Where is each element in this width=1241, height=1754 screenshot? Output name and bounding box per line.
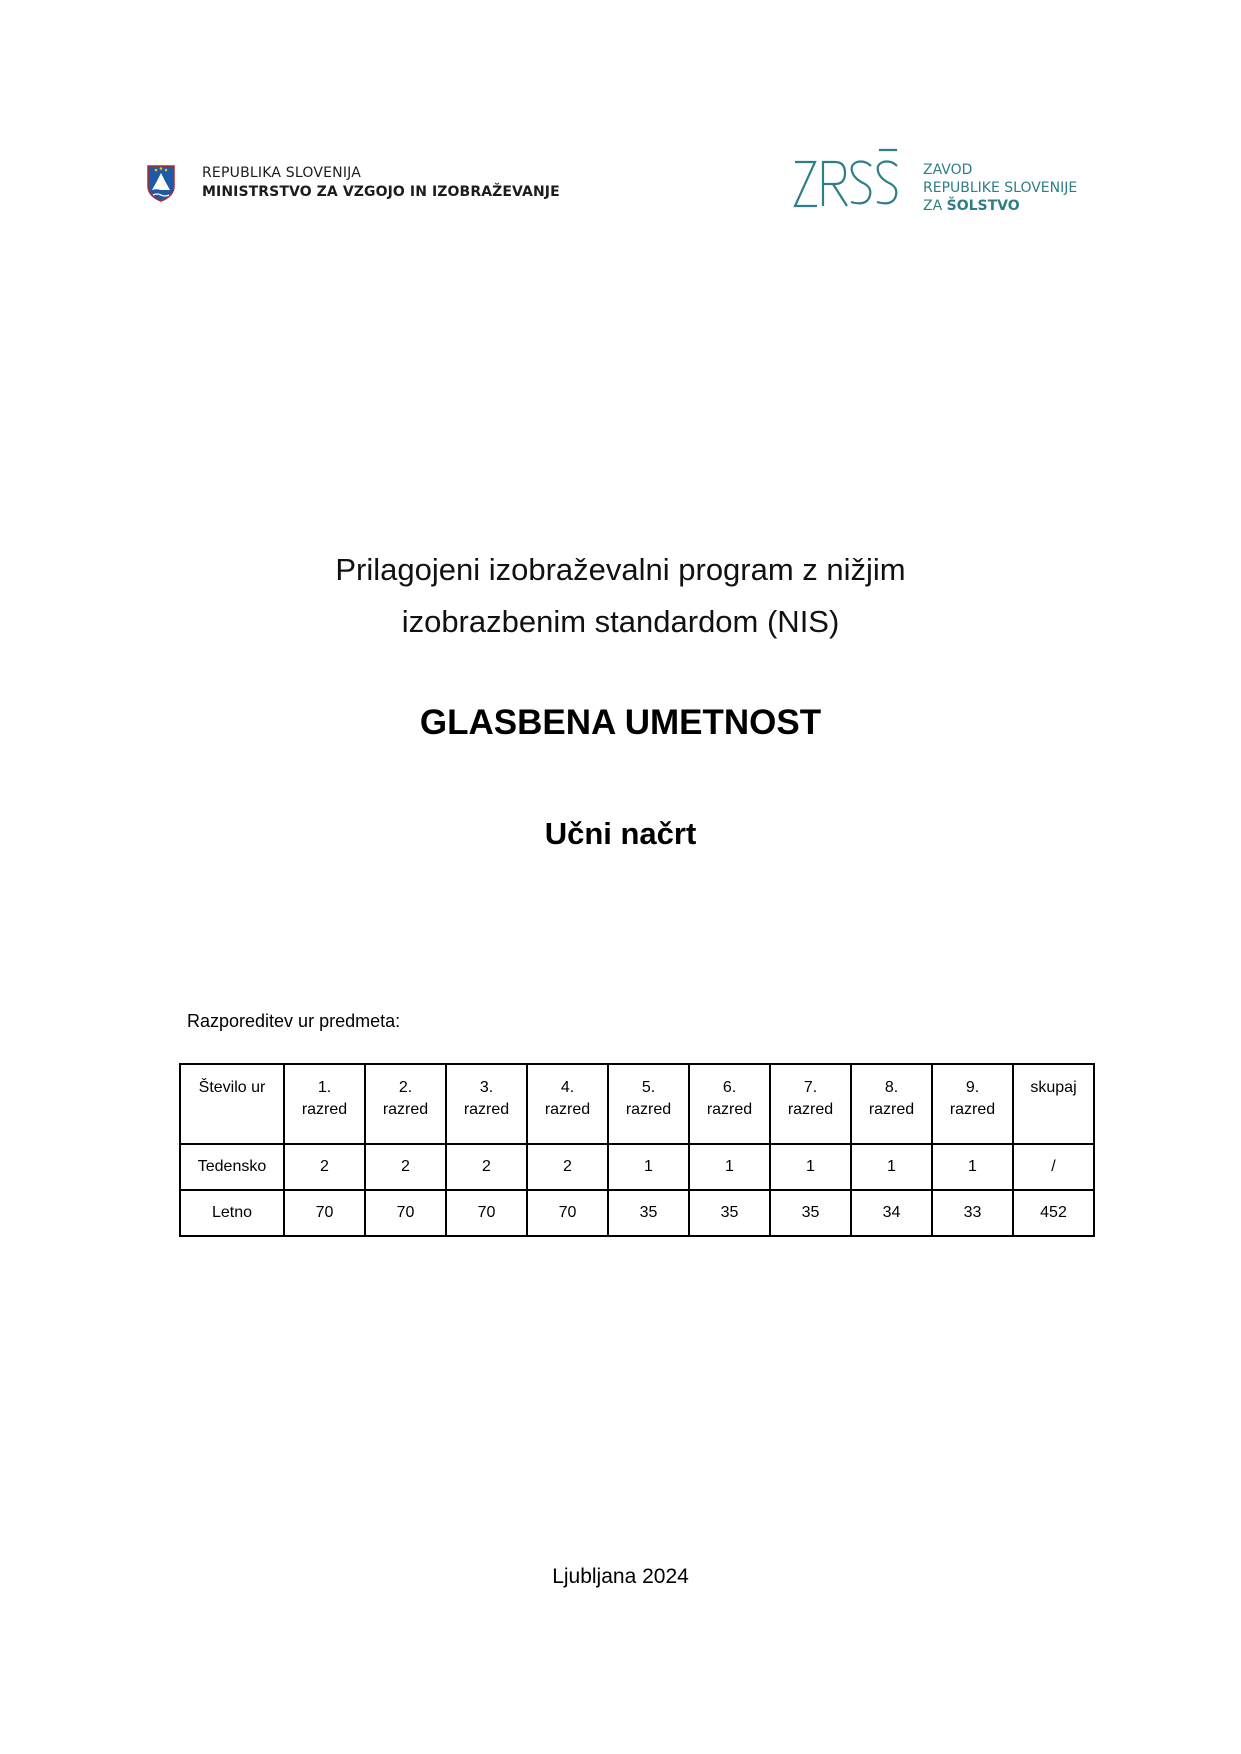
table-row: [180, 1190, 1094, 1236]
header-cell-line1: 2.: [398, 1079, 413, 1096]
header-cell-line2: razred: [301, 1101, 348, 1118]
place-year: Ljubljana 2024: [552, 1565, 689, 1588]
table-cell: 1: [851, 1144, 932, 1190]
table-cell: 1: [932, 1144, 1013, 1190]
subtitle-line-2: izobrazbenim standardom (NIS): [401, 604, 840, 639]
header-cell-text: Število ur: [198, 1079, 266, 1096]
table-cell: 35: [770, 1190, 851, 1236]
header-cell: [446, 1064, 527, 1144]
header-cell-text: skupaj: [1030, 1079, 1077, 1096]
header-cell-line2: razred: [625, 1101, 672, 1118]
header-cell-line1: 9.: [965, 1079, 980, 1096]
zrss-line-3: [923, 197, 1077, 215]
header-cell-line1: 6.: [722, 1079, 737, 1096]
table-cell: 35: [608, 1190, 689, 1236]
row-label-cell: Tedensko: [180, 1144, 284, 1190]
zrss-line-3-prefix: ZA: [923, 198, 947, 214]
table-cell: 1: [608, 1144, 689, 1190]
zrss-line-1: ZAVOD: [923, 162, 973, 178]
ministry-line-1: REPUBLIKA SLOVENIJA: [202, 165, 362, 181]
table-header-row: [180, 1064, 1094, 1144]
slovenia-coat-of-arms-icon: [146, 164, 176, 202]
header-cell-line1: 4.: [560, 1079, 575, 1096]
table-caption: Razporeditev ur predmeta:: [187, 1011, 401, 1031]
header-cell: [770, 1064, 851, 1144]
header-cell: [851, 1064, 932, 1144]
header-cell: [180, 1064, 284, 1144]
hours-table: [179, 1063, 1095, 1237]
table-cell: 34: [851, 1190, 932, 1236]
table-row: [180, 1144, 1094, 1190]
subject-title: GLASBENA UMETNOST: [419, 703, 822, 742]
table-cell: /: [1013, 1144, 1094, 1190]
header-cell-line2: razred: [463, 1101, 510, 1118]
header-cell: [608, 1064, 689, 1144]
header-cell-line1: 1.: [317, 1079, 332, 1096]
table-cell: 70: [365, 1190, 446, 1236]
header-cell: [1013, 1064, 1094, 1144]
table-cell: 70: [284, 1190, 365, 1236]
table-cell: 1: [689, 1144, 770, 1190]
header-cell-line2: razred: [868, 1101, 915, 1118]
header-cell-line1: 7.: [803, 1079, 818, 1096]
header-cell-line2: razred: [706, 1101, 753, 1118]
table-cell: 70: [446, 1190, 527, 1236]
header-cell-line2: razred: [382, 1101, 429, 1118]
header-cell-line1: 3.: [479, 1079, 494, 1096]
header-cell: [932, 1064, 1013, 1144]
program-subtitle: [0, 544, 1241, 648]
table-cell: 1: [770, 1144, 851, 1190]
curriculum-heading: Učni načrt: [544, 816, 697, 851]
table-cell: 33: [932, 1190, 1013, 1236]
zrss-line-2: REPUBLIKE SLOVENIJE: [923, 180, 1078, 196]
table-cell: 2: [446, 1144, 527, 1190]
header-cell-line2: razred: [544, 1101, 591, 1118]
header-cell-line2: razred: [949, 1101, 996, 1118]
ministry-line-2: MINISTRSTVO ZA VZGOJO IN IZOBRAŽEVANJE: [202, 184, 560, 200]
header-cell-line1: 5.: [641, 1079, 656, 1096]
header-cell: [284, 1064, 365, 1144]
header-cell-line1: 8.: [884, 1079, 899, 1096]
zrss-header: [793, 146, 1077, 215]
table-cell: 2: [284, 1144, 365, 1190]
zrss-logo-icon: [793, 146, 903, 212]
table-cell: 70: [527, 1190, 608, 1236]
row-label-cell: Letno: [180, 1190, 284, 1236]
table-cell: 2: [365, 1144, 446, 1190]
subtitle-line-1: Prilagojeni izobraževalni program z nižjim: [335, 552, 906, 587]
table-cell: 2: [527, 1144, 608, 1190]
ministry-header: [146, 164, 560, 202]
header-cell: [527, 1064, 608, 1144]
zrss-line-3-bold: ŠOLSTVO: [946, 198, 1020, 214]
header-cell: [365, 1064, 446, 1144]
header-cell: [689, 1064, 770, 1144]
table-cell: 35: [689, 1190, 770, 1236]
header-cell-line2: razred: [787, 1101, 834, 1118]
table-cell: 452: [1013, 1190, 1094, 1236]
